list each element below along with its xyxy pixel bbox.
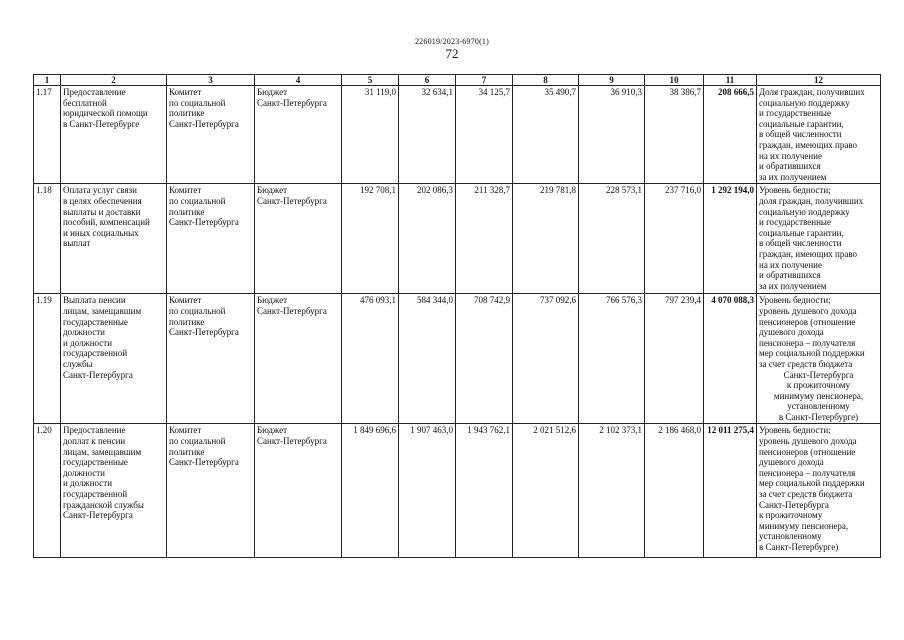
activity-name: Предоставление бесплатной юридической помощи в Санкт-Петербурге [61,86,167,184]
table-row [34,184,881,294]
activity-name: Выплата пенсии лицам, замещавшим государственные должности и должности государственной службы Санкт-Петербурга [61,294,167,424]
indicator: Уровень бедности; уровень душевого дохода пенсионеров (отношение душевого дохода пенсионера – получателя мер социальной поддержки за счет средств бюджета Санкт-Петербурга к прожиточному минимуму пенсионера, установленному в Санкт-Петербурге) [757,424,881,558]
column-header: 1 [34,75,61,86]
row-index: 1.18 [34,184,61,294]
column-header: 9 [579,75,645,86]
value-cell: 708 742,9 [456,294,513,424]
indicator: Уровень бедности; уровень душевого дохода пенсионеров (отношение душевого дохода пенсионера – получателя мер социальной поддержки за счет средств бюджета Санкт-Петербурга к прожиточному минимуму пенсионера, установленному в Санкт-Петербурге) [757,294,881,424]
value-cell: 766 576,3 [579,294,645,424]
table-row [34,294,881,424]
value-cell: 35 490,7 [513,86,579,184]
indicator: Уровень бедности; доля граждан, получивших социальную поддержку и государственные социальные гарантии, в общей численности граждан, имеющих право на их получение и обратившихся за их получением [757,184,881,294]
column-header: 4 [255,75,342,86]
executor: Комитет по социальной политике Санкт-Петербурга [167,184,255,294]
column-header: 12 [757,75,881,86]
value-cell: 202 086,3 [399,184,456,294]
value-cell: 737 092,6 [513,294,579,424]
value-cell: 38 386,7 [645,86,704,184]
column-header: 2 [61,75,167,86]
indicator: Доля граждан, получивших социальную поддержку и государственные социальные гарантии, в общей численности граждан, имеющих право на их получение и обратившихся за их получением [757,86,881,184]
row-index: 1.17 [34,86,61,184]
column-header: 3 [167,75,255,86]
total-cell: 12 011 275,4 [704,424,757,558]
page-number: 72 [445,46,459,61]
funding-source: Бюджет Санкт-Петербурга [255,294,342,424]
activity-name: Предоставление доплат к пенсии лицам, замещавшим государственные должности и должности государственной гражданской службы Санкт-Петербурга [61,424,167,558]
table-row [34,424,881,558]
total-cell: 208 666,5 [704,86,757,184]
value-cell: 237 716,0 [645,184,704,294]
funding-source: Бюджет Санкт-Петербурга [255,86,342,184]
funding-source: Бюджет Санкт-Петербурга [255,424,342,558]
document-number: 226019/2023-6970(1) [414,37,489,46]
table-row [34,86,881,184]
value-cell: 32 634,1 [399,86,456,184]
funding-source: Бюджет Санкт-Петербурга [255,184,342,294]
value-cell: 228 573,1 [579,184,645,294]
value-cell: 797 239,4 [645,294,704,424]
value-cell: 476 093,1 [342,294,399,424]
column-header: 6 [399,75,456,86]
value-cell: 584 344,0 [399,294,456,424]
executor: Комитет по социальной политике Санкт-Петербурга [167,424,255,558]
row-index: 1.20 [34,424,61,558]
value-cell: 36 910,3 [579,86,645,184]
value-cell: 31 119,0 [342,86,399,184]
total-cell: 1 292 194,0 [704,184,757,294]
column-header: 11 [704,75,757,86]
column-number-row [34,75,881,86]
program-table [33,74,881,558]
executor: Комитет по социальной политике Санкт-Петербурга [167,294,255,424]
value-cell: 1 849 696,6 [342,424,399,558]
value-cell: 2 021 512,6 [513,424,579,558]
value-cell: 219 781,8 [513,184,579,294]
column-header: 7 [456,75,513,86]
total-cell: 4 070 088,3 [704,294,757,424]
executor: Комитет по социальной политике Санкт-Петербурга [167,86,255,184]
value-cell: 1 943 762,1 [456,424,513,558]
column-header: 10 [645,75,704,86]
value-cell: 211 328,7 [456,184,513,294]
column-header: 8 [513,75,579,86]
column-header: 5 [342,75,399,86]
value-cell: 2 102 373,1 [579,424,645,558]
row-index: 1.19 [34,294,61,424]
value-cell: 192 708,1 [342,184,399,294]
value-cell: 1 907 463,0 [399,424,456,558]
value-cell: 34 125,7 [456,86,513,184]
activity-name: Оплата услуг связи в целях обеспечения выплаты и доставки пособий, компенсаций и иных социальных выплат [61,184,167,294]
value-cell: 2 186 468,0 [645,424,704,558]
